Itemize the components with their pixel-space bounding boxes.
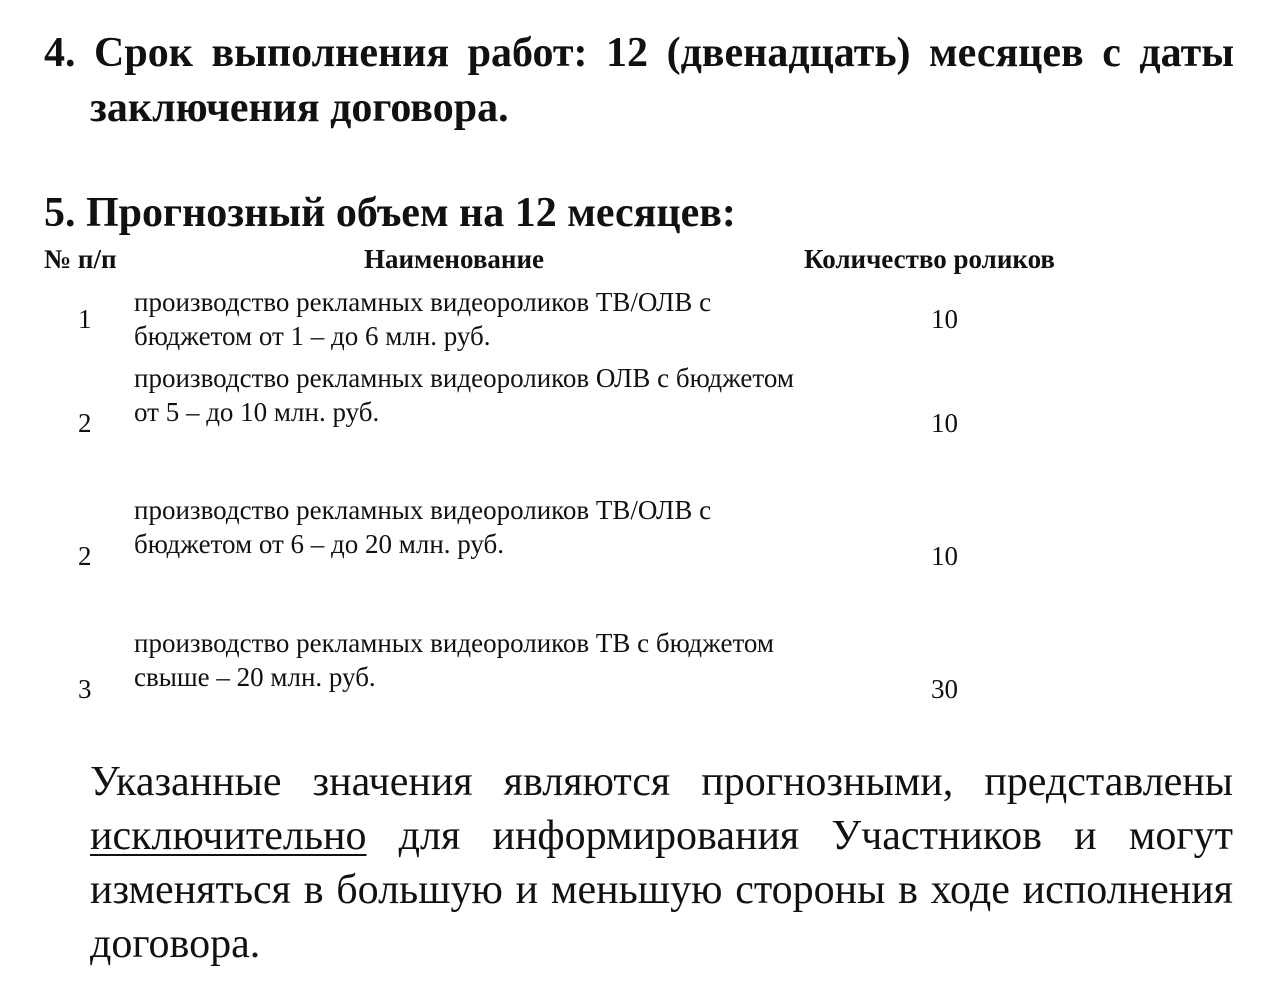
row-number: 3 <box>78 674 92 704</box>
row-name: производство рекламных видеороликов ОЛВ с бюджетом от 5 – до 10 млн. руб. <box>134 363 794 427</box>
row-quantity: 30 <box>931 674 958 704</box>
forecast-note <box>90 755 1233 971</box>
row-number: 2 <box>78 541 92 571</box>
column-header-name: Наименование <box>364 244 544 274</box>
section-4-heading <box>44 26 1234 137</box>
row-name: производство рекламных видеороликов ТВ/ОЛВ с бюджетом от 1 – до 6 млн. руб. <box>134 287 712 351</box>
row-number: 1 <box>78 304 92 334</box>
note-text-part1: Указанные значения являются прогнозными, представлены <box>90 759 1233 805</box>
column-header-number: № п/п <box>44 244 117 274</box>
column-header-quantity: Количество роликов <box>804 244 1055 274</box>
section-4-text: 4. Срок выполнения работ: 12 (двенадцать) месяцев с даты заключения договора. <box>44 30 1234 132</box>
row-name: производство рекламных видеороликов ТВ с бюджетом свыше – 20 млн. руб. <box>134 628 774 692</box>
row-number: 2 <box>78 408 92 438</box>
row-quantity: 10 <box>931 541 958 571</box>
row-name: производство рекламных видеороликов ТВ/ОЛВ с бюджетом от 6 – до 20 млн. руб. <box>134 495 712 559</box>
note-text-part2: для информирования Участников и могут изменяться в большую и меньшую стороны в ходе исполнения договора. <box>90 813 1233 967</box>
row-quantity: 10 <box>931 408 958 438</box>
section-5-heading: 5. Прогнозный объем на 12 месяцев: <box>44 190 736 236</box>
note-underlined-word: исключительно <box>90 813 367 859</box>
row-quantity: 10 <box>931 304 958 334</box>
